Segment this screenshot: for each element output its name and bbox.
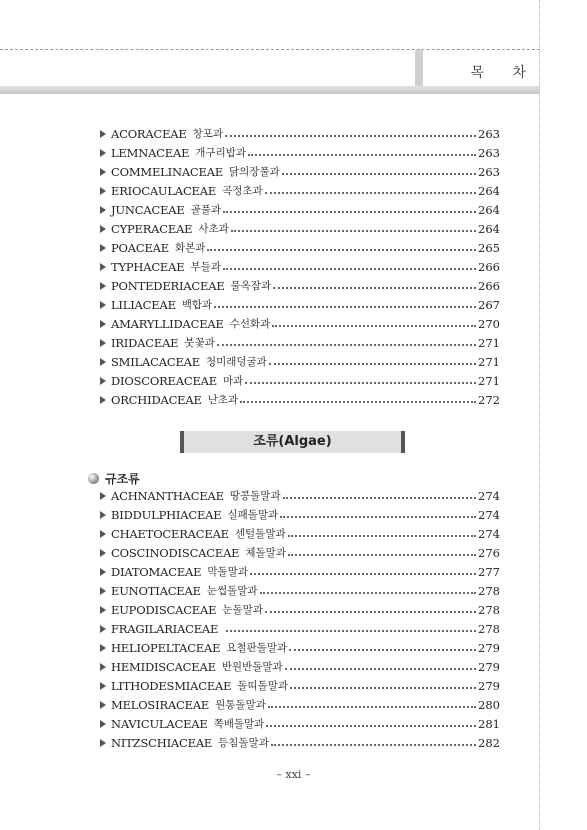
family-name-korean: 원통돌말과 <box>215 699 266 711</box>
page-ref: 276 <box>478 545 500 560</box>
page-ref: 263 <box>478 164 500 179</box>
triangle-bullet-icon <box>100 358 106 366</box>
triangle-bullet-icon <box>100 587 106 595</box>
family-name-korean: 부들과 <box>190 261 221 273</box>
triangle-bullet-icon <box>100 130 106 138</box>
triangle-bullet-icon <box>100 568 106 576</box>
toc-entry[interactable] <box>100 238 500 257</box>
page-ref: 279 <box>478 678 500 693</box>
dot-leader <box>288 554 476 556</box>
triangle-bullet-icon <box>100 225 106 233</box>
toc-entry[interactable] <box>100 200 500 219</box>
toc-entry[interactable] <box>100 505 500 524</box>
family-name-latin: TYPHACEAE <box>111 259 185 274</box>
triangle-bullet-icon <box>100 530 106 538</box>
family-name-latin: LITHODESMIACEAE <box>111 678 232 693</box>
dot-leader <box>282 173 476 175</box>
family-name-korean: 난초과 <box>207 394 239 406</box>
triangle-bullet-icon <box>100 149 106 157</box>
toc-entry[interactable] <box>100 390 500 409</box>
page-edge-guide <box>539 0 540 830</box>
family-name-latin: HEMIDISCACEAE <box>111 659 216 674</box>
toc-entry[interactable] <box>100 219 500 238</box>
family-name-korean: 마과 <box>222 375 244 387</box>
toc-entry[interactable] <box>100 143 500 162</box>
family-name-korean: 화본과 <box>174 242 206 254</box>
triangle-bullet-icon <box>100 720 106 728</box>
family-name-korean: 등침돌말과 <box>218 737 269 749</box>
triangle-bullet-icon <box>100 206 106 214</box>
toc-entry[interactable] <box>100 486 500 505</box>
triangle-bullet-icon <box>100 625 106 633</box>
header-tab-marker <box>415 50 423 86</box>
dot-leader <box>272 325 476 327</box>
triangle-bullet-icon <box>100 263 106 271</box>
toc-entry[interactable] <box>100 124 500 143</box>
page-ref: 280 <box>478 697 500 712</box>
family-name-latin: ERIOCAULACEAE <box>111 183 217 198</box>
family-name-korean: 물옥잠과 <box>230 280 272 292</box>
page-ref: 278 <box>478 583 500 598</box>
dot-leader <box>283 497 476 499</box>
family-name-korean: 반원반돌말과 <box>221 661 283 673</box>
dot-leader <box>289 649 476 651</box>
page-ref: 266 <box>478 259 500 274</box>
family-name-korean: 체돌말과 <box>245 547 286 559</box>
toc-entry[interactable] <box>100 638 500 657</box>
dot-leader <box>265 192 476 194</box>
triangle-bullet-icon <box>100 663 106 671</box>
toc-list-top <box>100 124 500 409</box>
family-name-korean: 돌띠돌말과 <box>237 680 289 692</box>
family-name-latin: POACEAE <box>111 240 169 255</box>
family-name-latin: CYPERACEAE <box>111 221 193 236</box>
page-ref: 264 <box>478 183 500 198</box>
dot-leader <box>260 592 476 594</box>
dot-leader <box>223 268 476 270</box>
family-name-latin: AMARYLLIDACEAE <box>111 316 224 331</box>
family-name-latin: COSCINODISCACEAE <box>111 545 240 560</box>
page-ref: 274 <box>478 526 500 541</box>
toc-entry[interactable] <box>100 352 500 371</box>
triangle-bullet-icon <box>100 492 106 500</box>
toc-entry[interactable] <box>100 619 500 638</box>
toc-entry[interactable] <box>100 276 500 295</box>
dot-leader <box>266 725 476 727</box>
family-name-korean: 쪽배돌말과 <box>213 718 265 730</box>
dot-leader <box>285 668 476 670</box>
toc-entry[interactable] <box>100 657 500 676</box>
triangle-bullet-icon <box>100 168 106 176</box>
circle-bullet-icon <box>88 473 99 484</box>
dot-leader <box>290 687 476 689</box>
dot-leader <box>288 535 476 537</box>
triangle-bullet-icon <box>100 549 106 557</box>
page-ref: 265 <box>478 240 500 255</box>
toc-entry[interactable] <box>100 371 500 390</box>
triangle-bullet-icon <box>100 320 106 328</box>
dot-leader <box>207 249 476 251</box>
dot-leader <box>217 344 476 346</box>
dot-leader <box>240 401 476 403</box>
page-ref: 274 <box>478 507 500 522</box>
family-name-korean: 골풀과 <box>190 204 221 216</box>
page-ref: 279 <box>478 640 500 655</box>
dot-leader <box>223 211 476 213</box>
dot-leader <box>226 630 476 632</box>
dot-leader <box>225 135 476 137</box>
family-name-latin: JUNCACEAE <box>111 202 185 217</box>
page-ref: 264 <box>478 202 500 217</box>
family-name-korean: 실패돌말과 <box>227 509 279 521</box>
page-ref: 271 <box>478 354 500 369</box>
family-name-latin: IRIDACEAE <box>111 335 179 350</box>
toc-entry[interactable] <box>100 543 500 562</box>
triangle-bullet-icon <box>100 682 106 690</box>
family-name-latin: FRAGILARIACEAE <box>111 621 219 636</box>
subheading-diatoms <box>88 470 140 487</box>
page-ref: 270 <box>478 316 500 331</box>
family-name-latin: DIOSCOREACEAE <box>111 373 217 388</box>
family-name-latin: SMILACACEAE <box>111 354 200 369</box>
triangle-bullet-icon <box>100 396 106 404</box>
family-name-korean: 닭의장풀과 <box>229 166 280 178</box>
triangle-bullet-icon <box>100 339 106 347</box>
subheading-label: 규조류 <box>105 472 140 486</box>
header-top-rule <box>0 49 540 50</box>
toc-entry[interactable] <box>100 676 500 695</box>
triangle-bullet-icon <box>100 301 106 309</box>
family-name-korean: 눈썹돌말과 <box>206 585 258 597</box>
dot-leader <box>273 287 476 289</box>
family-name-korean: 붓꽃과 <box>184 337 215 349</box>
toc-entry[interactable] <box>100 295 500 314</box>
page-ref: 274 <box>478 488 500 503</box>
family-name-latin: PONTEDERIACEAE <box>111 278 225 293</box>
page-ref: 264 <box>478 221 500 236</box>
page-ref: 263 <box>478 126 500 141</box>
family-name-latin: ORCHIDACEAE <box>111 392 202 407</box>
page-ref: 278 <box>478 602 500 617</box>
dot-leader <box>250 573 476 575</box>
dot-leader <box>280 516 476 518</box>
family-name-korean: 백합과 <box>181 299 213 311</box>
toc-entry[interactable] <box>100 333 500 352</box>
dot-leader <box>231 230 476 232</box>
page-ref: 266 <box>478 278 500 293</box>
family-name-latin: DIATOMACEAE <box>111 564 202 579</box>
page-ref: 282 <box>478 735 500 750</box>
family-name-latin: HELIOPELTACEAE <box>111 640 221 655</box>
page-ref: 267 <box>478 297 500 312</box>
toc-entry[interactable] <box>100 695 500 714</box>
family-name-latin: COMMELINACEAE <box>111 164 224 179</box>
family-name-latin: LILIACEAE <box>111 297 176 312</box>
family-name-korean: 센털돌말과 <box>234 528 286 540</box>
family-name-korean: 요철판돌말과 <box>226 642 288 654</box>
page-ref: 271 <box>478 373 500 388</box>
family-name-korean: 눈돌말과 <box>222 604 263 616</box>
family-name-korean: 곡정초과 <box>222 185 263 197</box>
toc-entry[interactable] <box>100 581 500 600</box>
toc-entry[interactable] <box>100 257 500 276</box>
dot-leader <box>245 382 476 384</box>
section-banner-algae: 조류(Algae) <box>180 431 405 453</box>
family-name-latin: NAVICULACEAE <box>111 716 208 731</box>
triangle-bullet-icon <box>100 606 106 614</box>
page-ref: 263 <box>478 145 500 160</box>
triangle-bullet-icon <box>100 282 106 290</box>
family-name-latin: BIDDULPHIACEAE <box>111 507 222 522</box>
page-ref: 281 <box>478 716 500 731</box>
family-name-latin: LEMNACEAE <box>111 145 190 160</box>
family-name-latin: EUNOTIACEAE <box>111 583 201 598</box>
dot-leader <box>248 154 476 156</box>
toc-entry[interactable] <box>100 162 500 181</box>
toc-entry[interactable] <box>100 600 500 619</box>
page-number: – xxi – <box>276 768 311 781</box>
triangle-bullet-icon <box>100 377 106 385</box>
dot-leader <box>268 706 476 708</box>
family-name-latin: CHAETOCERACEAE <box>111 526 229 541</box>
triangle-bullet-icon <box>100 511 106 519</box>
family-name-latin: NITZSCHIACEAE <box>111 735 213 750</box>
page-ref: 272 <box>478 392 500 407</box>
page-ref: 279 <box>478 659 500 674</box>
toc-list-algae <box>100 486 500 752</box>
family-name-korean: 개구리밥과 <box>195 147 246 159</box>
triangle-bullet-icon <box>100 701 106 709</box>
header-title: 목 차 <box>470 65 538 81</box>
dot-leader <box>271 744 476 746</box>
toc-entry[interactable] <box>100 714 500 733</box>
triangle-bullet-icon <box>100 739 106 747</box>
family-name-korean: 수선화과 <box>229 318 271 330</box>
family-name-latin: MELOSIRACEAE <box>111 697 210 712</box>
dot-leader <box>214 306 476 308</box>
dot-leader <box>269 363 476 365</box>
family-name-latin: EUPODISCACEAE <box>111 602 217 617</box>
toc-entry[interactable] <box>100 733 500 752</box>
family-name-korean: 막돌말과 <box>207 566 248 578</box>
family-name-latin: ACHNANTHACEAE <box>111 488 224 503</box>
family-name-latin: ACORACEAE <box>111 126 187 141</box>
page-ref: 277 <box>478 564 500 579</box>
page-ref: 271 <box>478 335 500 350</box>
triangle-bullet-icon <box>100 187 106 195</box>
triangle-bullet-icon <box>100 644 106 652</box>
toc-entry[interactable] <box>100 314 500 333</box>
family-name-korean: 청미래덩굴과 <box>205 356 267 368</box>
family-name-korean: 사초과 <box>198 223 229 235</box>
dot-leader <box>265 611 476 613</box>
toc-entry[interactable] <box>100 562 500 581</box>
family-name-korean: 창포과 <box>192 128 224 140</box>
toc-entry[interactable] <box>100 524 500 543</box>
triangle-bullet-icon <box>100 244 106 252</box>
header-bar <box>0 86 540 94</box>
family-name-korean: 땅콩돌말과 <box>229 490 281 502</box>
page-ref: 278 <box>478 621 500 636</box>
toc-entry[interactable] <box>100 181 500 200</box>
